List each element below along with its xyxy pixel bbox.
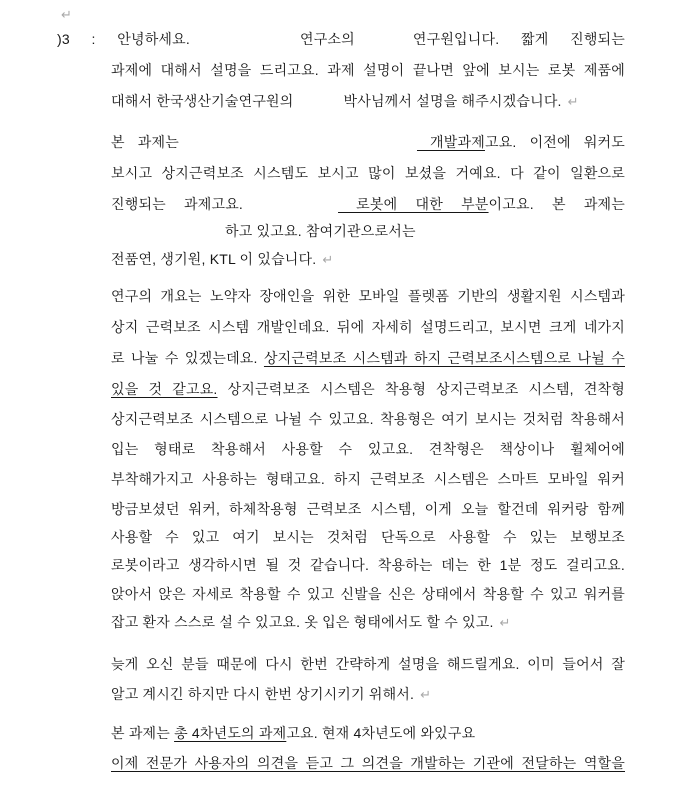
- text-run: 알고 계시긴 하지만 다시 한번 상기시키기 위해서.: [111, 686, 415, 702]
- text-line: [111, 499, 625, 519]
- text-line: [111, 194, 625, 214]
- text-run: 연구소의: [299, 31, 355, 47]
- text-run: 로봇이라고 생각하시면 될 것 같습니다. 착용하는 데는 한 1분 정도 걸리고요.: [111, 557, 625, 573]
- underlined-text: 개발과제: [416, 134, 485, 150]
- text-run: 과제에 대해서 설명을 드리고요. 과제 설명이 끝나면 앞에 보시는 로봇 제품에: [111, 62, 625, 78]
- text-run: 본 과제는: [111, 134, 179, 150]
- text-run: 잡고 환자 스스로 설 수 있고요. 옷 입은 형태에서도 할 수 있고.: [111, 614, 494, 630]
- text-run: 하고 있고요. 참여기관으로서는: [225, 223, 416, 239]
- text-line: [111, 654, 625, 674]
- text-line: [111, 684, 431, 705]
- paragraph-mark-icon: ↵: [322, 252, 334, 267]
- text-line: [111, 753, 625, 773]
- text-line: [111, 249, 333, 270]
- paragraph-mark-icon: ↵: [499, 615, 511, 630]
- text-line: [111, 469, 625, 489]
- text-run: 본 과제는: [111, 725, 175, 741]
- underlined-text: 있을 것 같고요.: [111, 381, 218, 397]
- text-run: 연구의 개요는 노약자 장애인을 위한 모바일 플렛폼 기반의 생활지원 시스템과: [111, 288, 625, 304]
- text-run: 로 나눌 수 있겠는데요.: [111, 350, 264, 366]
- text-line: [111, 91, 579, 112]
- redacted-gap: [355, 42, 413, 44]
- text-run: 대해서 한국생산기술연구원의: [111, 93, 294, 109]
- paragraph-mark-icon: ↵: [567, 94, 579, 109]
- text-run: 입는 형태로 착용해서 사용할 수 있고요. 견착형은 책상이나 휠체어에: [111, 441, 625, 457]
- text-line: [111, 286, 625, 306]
- redacted-gap: [190, 42, 300, 44]
- underlined-text: 총 4차년도의 과제: [174, 725, 287, 741]
- text-run: 앉아서 앉은 자세로 착용할 수 있고 신발을 신은 상태에서 착용할 수 있고 워커를: [111, 586, 625, 602]
- text-line: [111, 527, 625, 547]
- text-run: 전품연, 생기원, KTL 이 있습니다.: [111, 251, 317, 267]
- paragraph-mark-icon: ↵: [61, 7, 73, 22]
- text-line: [111, 409, 625, 429]
- text-line: [111, 348, 625, 368]
- underlined-text: 이제 전문가 사용자의 의견을 듣고 그 의견을 개발하는 기관에 전달하는 역할을: [111, 755, 625, 771]
- text-line: [57, 29, 625, 49]
- text-line: [111, 584, 625, 604]
- text-run: 부착해가지고 사용하는 형태고요. 하지 근력보조 시스템은 스마트 모바일 워커: [111, 471, 625, 487]
- paragraph-mark-icon: ↵: [420, 687, 432, 702]
- text-run: 보시고 상지근력보조 시스템도 보시고 많이 보셨을 거예요. 다 같이 일환으로: [111, 165, 625, 181]
- text-run: 이고요. 본 과제는: [488, 196, 625, 212]
- text-line: [111, 132, 625, 152]
- text-line: [111, 612, 511, 633]
- text-line: [111, 163, 625, 183]
- redacted-gap: [179, 145, 417, 147]
- underlined-text: 상지근력보조 시스템과 하지 근력보조시스템으로 나뉠 수: [263, 350, 625, 366]
- text-run: 박사님께서 설명을 해주시겠습니다.: [343, 93, 562, 109]
- text-line: [225, 221, 416, 241]
- text-run: 사용할 수 있고 여기 보시는 것처럼 단독으로 사용할 수 있는 보행보조: [111, 529, 625, 545]
- text-run: 연구원입니다. 짧게 진행되는: [412, 31, 625, 47]
- text-line: [55, 4, 72, 25]
- text-run: 방금보셨던 워커, 하체착용형 근력보조 시스템, 이게 오늘 할건데 워커랑 함께: [111, 501, 625, 517]
- redacted-gap: [243, 207, 338, 209]
- text-run: 상지 근력보조 시스템 개발인데요. 뒤에 자세히 설명드리고, 보시면 크게 네가지: [111, 319, 625, 335]
- text-run: 상지근력보조 시스템으로 나뉠 수 있고요. 착용형은 여기 보시는 것처럼 착용해서: [111, 411, 625, 427]
- text-run: 고요. 이전에 워커도: [484, 134, 625, 150]
- text-line: [111, 60, 625, 80]
- text-line: [111, 439, 625, 459]
- text-line: [111, 723, 475, 743]
- text-line: [111, 379, 625, 399]
- text-run: 늦게 오신 분들 때문에 다시 한번 간략하게 설명을 해드릴게요. 이미 들어서 잘: [111, 656, 625, 672]
- text-run: )3 : 안녕하세요.: [57, 31, 190, 47]
- text-line: [111, 555, 625, 575]
- text-run: 상지근력보조 시스템은 착용형 상지근력보조 시스템, 견착형: [217, 381, 625, 397]
- text-run: 고요. 현재 4차년도에 와있구요: [286, 725, 476, 741]
- underlined-text: 로봇에 대한 부분: [338, 196, 489, 212]
- text-run: 진행되는 과제고요.: [111, 196, 244, 212]
- redacted-gap: [294, 104, 344, 106]
- text-line: [111, 317, 625, 337]
